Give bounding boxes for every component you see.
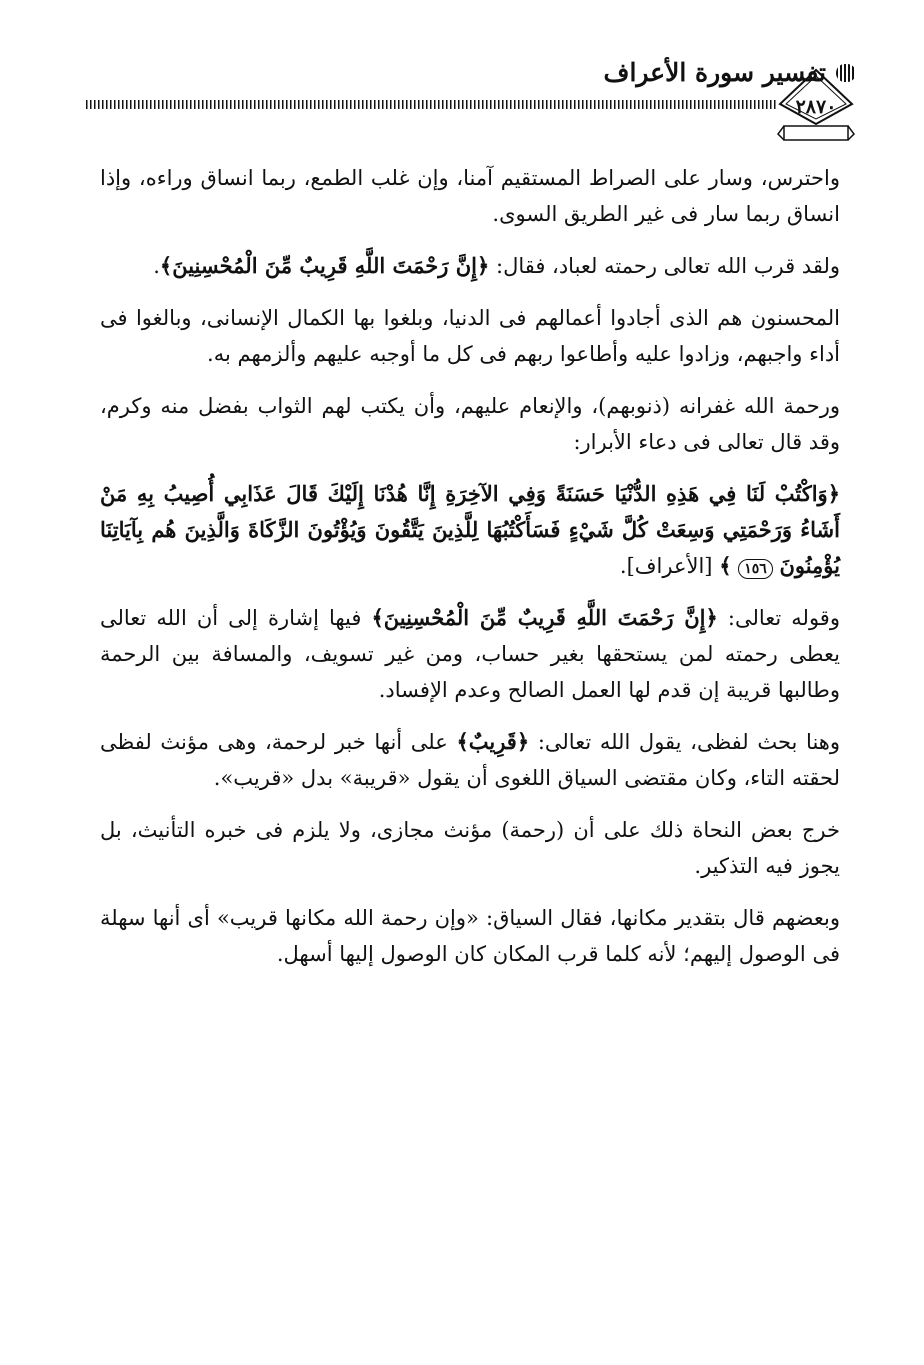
paragraph-7 xyxy=(100,724,840,796)
quran-quote-close: ﴾ xyxy=(719,553,732,578)
paragraph-3: المحسنون هم الذى أجادوا أعمالهم فى الدنيا، وبلغوا بها الكمال الإنسانى، وبالغوا فى أداء واجبهم، وزادوا عليه وأطاعوا ربهم فى كل ما أوجبه عليهم وألزمهم به. xyxy=(100,306,840,366)
paragraph-6-end: فيها إشارة إلى أن الله تعالى يعطى رحمته لمن يستحقها بغير حساب، ومن غير تسويف، والمسافة بين الرحمة وطالبها قريبة إن قدم لها العمل الصالح وعدم الإفساد. xyxy=(100,606,840,702)
page-number: ٢٨٧٠ xyxy=(795,96,837,118)
page-header xyxy=(86,48,856,158)
paragraph-7-text: وهنا بحث لفظى، يقول الله تعالى: xyxy=(529,730,840,754)
running-title-text: تفسير سورة الأعراف xyxy=(603,58,826,87)
paragraph-2-end: . xyxy=(153,254,160,278)
paragraph-4: ورحمة الله غفرانه (ذنوبهم)، والإنعام عليهم، وأن يكتب لهم الثواب بفضل منه وكرم، وقد قال تعالى فى دعاء الأبرار: xyxy=(100,394,840,454)
quran-quote: ﴿إِنَّ رَحْمَتَ اللَّهِ قَرِيبٌ مِّنَ الْمُحْسِنِينَ﴾ xyxy=(371,605,718,630)
paragraph-5 xyxy=(100,476,840,584)
ayah-number: ١٥٦ xyxy=(738,559,773,579)
paragraph-8: خرج بعض النحاة ذلك على أن (رحمة) مؤنث مجازى، ولا يلزم فى خبره التأنيث، بل يجوز فيه التذكير. xyxy=(100,818,840,878)
quran-quote: ﴿إِنَّ رَحْمَتَ اللَّهِ قَرِيبٌ مِّنَ الْمُحْسِنِينَ﴾ xyxy=(159,253,490,278)
paragraph-7-end: على أنها خبر لرحمة، وهى مؤنث لفظى لحقته التاء، وكان مقتضى السياق اللغوى أن يقول «قريبة» بدل «قريب». xyxy=(100,730,840,790)
quran-quote: ﴿وَاكْتُبْ لَنَا فِي هَذِهِ الدُّنْيَا حَسَنَةً وَفِي الآخِرَةِ إِنَّا هُدْنَا إِلَيْكَ قَالَ عَذَابِي أُصِيبُ بِهِ مَنْ أَشَاءُ وَرَحْمَتِي وَسِعَتْ كُلَّ شَيْءٍ فَسَأَكْتُبُهَا لِلَّذِينَ يَتَّقُونَ وَيُؤْتُونَ الزَّكَاةَ وَالَّذِينَ هُم بِآيَاتِنَا يُؤْمِنُونَ xyxy=(100,481,840,578)
paragraph-2 xyxy=(100,248,840,284)
page-body xyxy=(100,160,840,988)
paragraph-9: وبعضهم قال بتقدير مكانها، فقال السياق: «وإن رحمة الله مكانها قريب» أى أنها سهلة فى الوصول إليهم؛ لأنه كلما قرب المكان كان الوصول إليها أسهل. xyxy=(100,906,840,966)
header-rule xyxy=(86,100,776,109)
quran-quote: ﴿قَرِيبٌ﴾ xyxy=(456,729,530,754)
surah-reference: [الأعراف]. xyxy=(619,554,713,578)
paragraph-6-text: وقوله تعالى: xyxy=(717,606,840,630)
paragraph-1: واحترس، وسار على الصراط المستقيم آمنا، وإن غلب الطمع، ربما انساق وراءه، وإذا انساق ربما سار فى غير الطريق السوى. xyxy=(100,166,840,226)
page-number-badge xyxy=(776,68,856,148)
paragraph-2-text: ولقد قرب الله تعالى رحمته لعباد، فقال: xyxy=(489,254,840,278)
paragraph-6 xyxy=(100,600,840,708)
